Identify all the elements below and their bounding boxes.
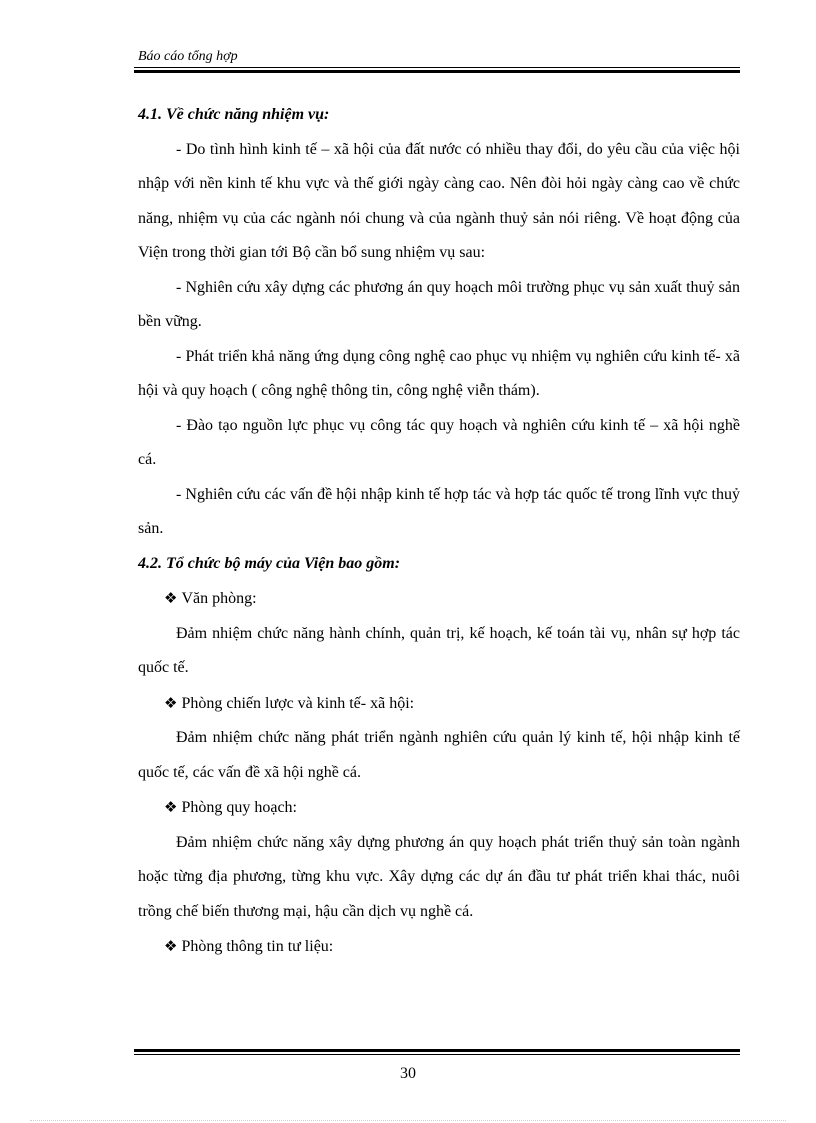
bullet-item: [138, 686, 740, 722]
diamond-bullet-icon: ❖: [164, 937, 178, 955]
body-paragraph: - Nghiên cứu các vấn đề hội nhập kinh tế hợp tác và hợp tác quốc tế trong lĩnh vực thuỷ sản.: [138, 485, 740, 537]
body-paragraph: - Phát triển khả năng ứng dụng công nghệ cao phục vụ nhiệm vụ nghiên cứu kinh tế- xã hội và quy hoạch ( công nghệ thông tin, công nghệ viễn thám).: [138, 347, 740, 399]
diamond-bullet-icon: ❖: [164, 589, 178, 607]
bullet-title: Phòng chiến lược và kinh tế- xã hội:: [181, 694, 415, 712]
section-heading-4-2: 4.2. Tổ chức bộ máy của Viện bao gồm:: [138, 554, 401, 572]
bullet-description: Đảm nhiệm chức năng xây dựng phương án quy hoạch phát triển thuỷ sản toàn ngành hoặc từng địa phương, từng khu vực. Xây dựng các dự án đầu tư phát triển khai thác, nuôi trồng chế biến thương mại, hậu cần dịch vụ nghề cá.: [138, 833, 740, 920]
body-paragraph: - Do tình hình kinh tế – xã hội của đất nước có nhiều thay đổi, do yêu cầu của việc hội nhập với nền kinh tế khu vực và thế giới ngày càng cao. Nên đòi hỏi ngày càng cao về chức năng, nhiệm vụ của các ngành nói chung và của ngành thuỷ sản nói riêng. Về hoạt động của Viện trong thời gian tới Bộ cần bổ sung nhiệm vụ sau:: [138, 140, 740, 261]
header-rule-thin: [134, 67, 740, 68]
bullet-title: Phòng thông tin tư liệu:: [181, 938, 334, 955]
diamond-bullet-icon: ❖: [164, 693, 178, 712]
bullet-item: [138, 929, 740, 965]
bullet-item: [138, 790, 740, 826]
footer-rule-thin: [134, 1054, 740, 1055]
bullet-title: Phòng quy hoạch:: [181, 799, 297, 816]
bullet-description: Đảm nhiệm chức năng phát triển ngành nghiên cứu quản lý kinh tế, hội nhập kinh tế quốc tế, các vấn đề xã hội nghề cá.: [138, 729, 740, 781]
header-rule-thick: [134, 70, 740, 73]
bullet-title: Văn phòng:: [181, 590, 257, 607]
diamond-bullet-icon: ❖: [164, 798, 178, 816]
page-body: [138, 98, 740, 965]
footer-rule-thick: [134, 1049, 740, 1052]
page-edge-dotted-line: [30, 1120, 786, 1121]
page-number: 30: [400, 1065, 416, 1082]
header-title: Báo cáo tổng hợp: [138, 49, 238, 64]
bullet-description: Đảm nhiệm chức năng hành chính, quản trị, kế hoạch, kế toán tài vụ, nhân sự hợp tác quốc tế.: [138, 624, 740, 676]
body-paragraph: - Nghiên cứu xây dựng các phương án quy hoạch môi trường phục vụ sản xuất thuỷ sản bền vững.: [138, 278, 740, 330]
body-paragraph: - Đào tạo nguồn lực phục vụ công tác quy hoạch và nghiên cứu kinh tế – xã hội nghề cá.: [138, 416, 740, 468]
section-heading-4-1: 4.1. Về chức năng nhiệm vụ:: [138, 106, 330, 123]
bullet-item: [138, 581, 740, 617]
